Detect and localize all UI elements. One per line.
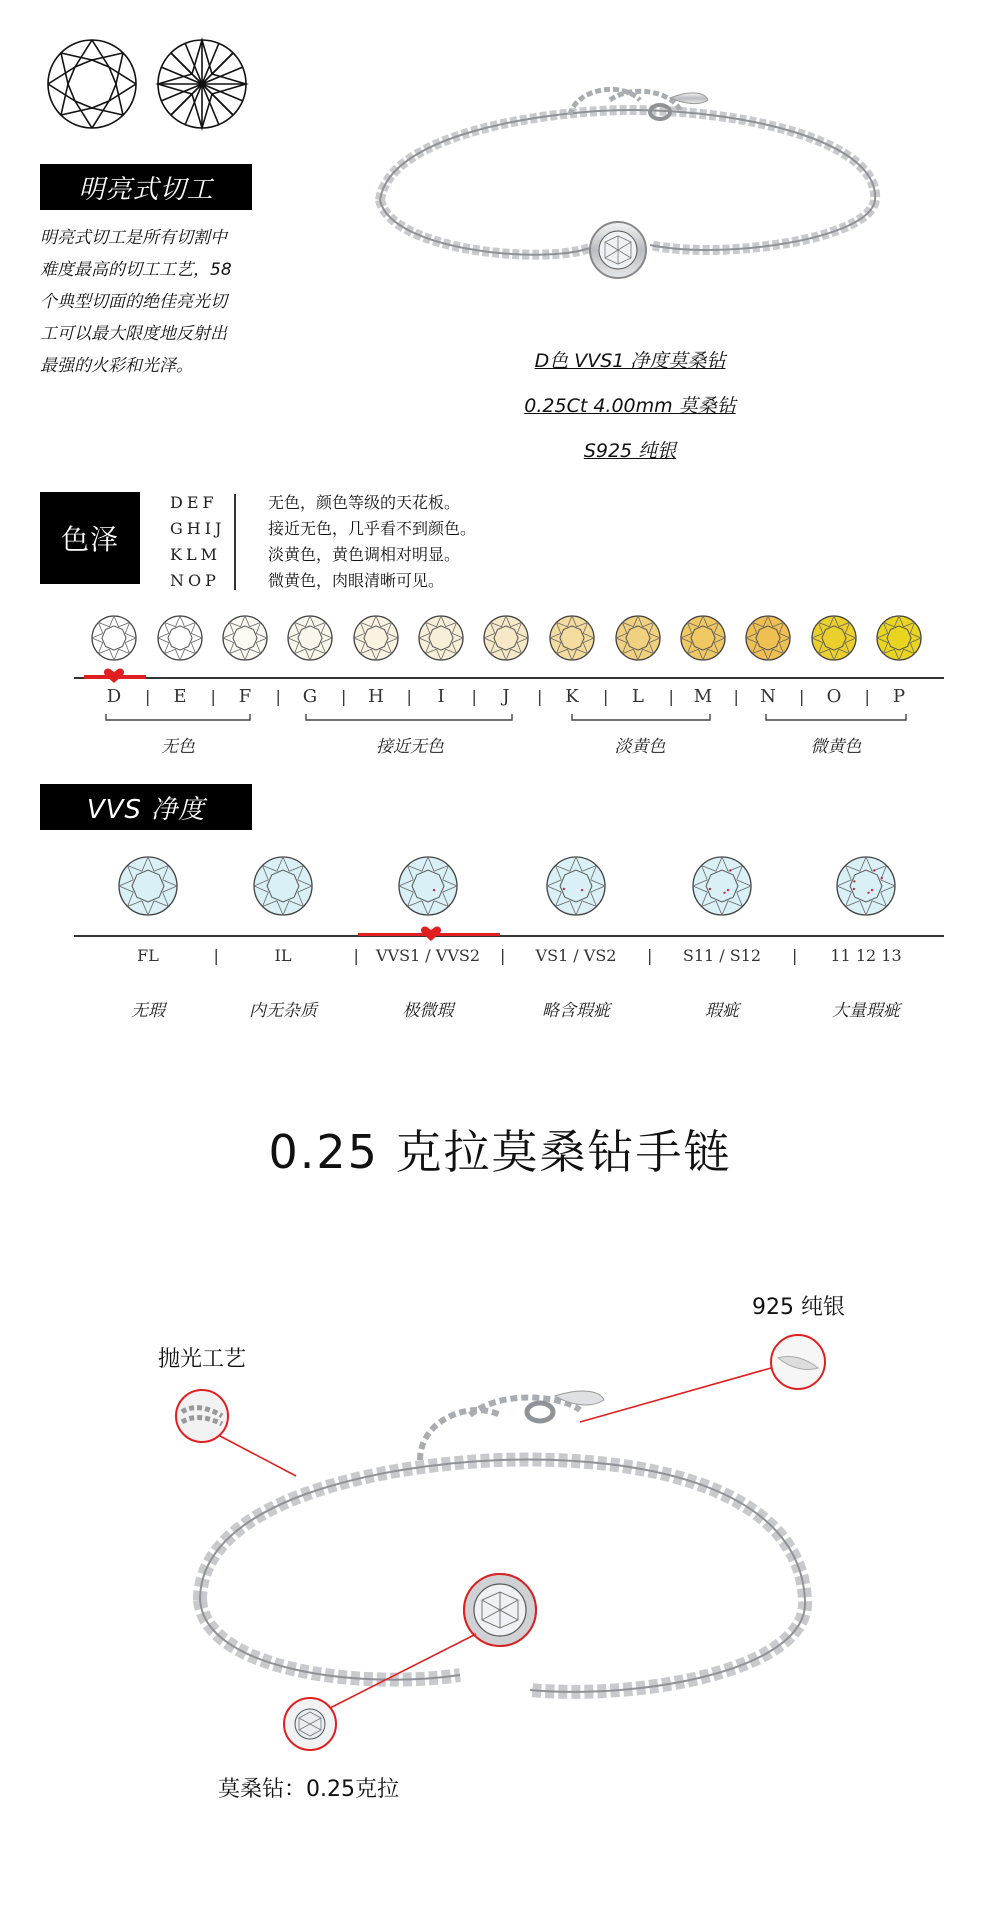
crown-view-icon [48,40,136,128]
clarity-grade: VS1 / VS2 [535,946,617,965]
color-codes [170,490,225,594]
grade-separator: | [145,687,151,706]
callout-silver: 925 纯银 [752,1295,845,1320]
color-gem-n [746,616,790,660]
color-grade-o: O [826,686,842,707]
color-divider [234,494,236,590]
cut-label: 明亮式切工 [40,164,252,210]
color-grade-i: I [437,686,445,707]
clarity-separator: | [647,946,653,965]
color-description: 淡黄色，黄色调相对明显。 [268,545,461,564]
clarity-name: 无瑕 [131,1001,165,1021]
clarity-gem-5 [837,857,895,915]
color-description: 微黄色，肉眼清晰可见。 [268,571,445,590]
color-gem-scale [0,610,1000,680]
cut-description-line: 最强的火彩和光泽。 [40,356,193,376]
color-group-faint-yellow: 淡黄色 [614,737,666,757]
grade-separator: | [341,687,347,706]
spec-list [480,346,780,463]
color-grade-g: G [302,686,318,707]
color-gem-o [812,616,856,660]
clarity-grade: VVS1 / VVS2 [375,946,481,965]
grade-separator: | [733,687,739,706]
color-group-brackets [0,712,1000,728]
clarity-gem-4 [693,857,751,915]
color-gem-d [92,616,136,660]
clarity-gem-2 [399,857,457,915]
clarity-grade: FL [137,946,159,965]
grade-separator: | [668,687,674,706]
callout-stone: 莫桑钻：0.25克拉 [218,1777,399,1802]
color-gem-k [550,616,594,660]
grade-separator: | [864,687,870,706]
color-group-colorless: 无色 [161,737,195,757]
product-title: 0.25 克拉莫桑钻手链 [268,1125,732,1179]
clarity-gem-1 [254,857,312,915]
color-grade-e: E [173,686,187,707]
color-gem-g [288,616,332,660]
cut-description-line: 明亮式切工是所有切割中 [40,228,227,248]
color-label: 色泽 [40,492,140,584]
spec-size: 0.25Ct 4.00mm 莫桑钻 [524,395,736,417]
grade-separator: | [275,687,281,706]
grade-separator: | [799,687,805,706]
color-grade-k: K [565,686,579,707]
clarity-separator: | [792,946,798,965]
color-grade-row [0,686,1000,710]
clarity-grade-row [0,946,1000,970]
clarity-grade: IL [274,946,292,965]
color-description: 无色，颜色等级的天花板。 [268,493,461,512]
clarity-name: 大量瑕疵 [832,1001,900,1021]
grade-separator: | [210,687,216,706]
color-gem-e [158,616,202,660]
spec-metal: S925 纯银 [583,440,677,462]
color-grade-p: P [892,686,906,707]
clarity-separator: | [353,946,359,965]
clarity-name: 极微瑕 [402,1001,454,1021]
spec-stone: D色 VVS1 净度莫桑钻 [534,350,726,372]
brilliant-cut-diagrams [44,36,268,132]
color-group-light-yellow: 微黄色 [810,737,862,757]
clarity-gem-3 [547,857,605,915]
color-gem-i [419,616,463,660]
clarity-name: 略含瑕疵 [542,1001,610,1021]
bracelet-detail-image [0,1300,1000,1820]
color-grade-d: D [106,686,122,707]
color-code: NOP [170,571,220,590]
pavilion-view-icon [158,40,246,128]
cut-description-line: 工可以最大限度地反射出 [40,324,227,344]
clarity-scale-line [74,935,944,937]
grade-separator: | [471,687,477,706]
clarity-gem-0 [119,857,177,915]
selected-grade-heart-icon [103,668,125,684]
grade-separator: | [603,687,609,706]
color-grade-h: H [368,686,384,707]
bracelet-image [360,70,900,310]
color-gem-h [354,616,398,660]
clarity-gem-scale [0,852,1000,924]
color-grade-n: N [760,686,776,707]
callout-polish: 抛光工艺 [158,1347,247,1372]
clarity-separator: | [500,946,506,965]
grade-separator: | [406,687,412,706]
selected-clarity-heart-icon [420,926,442,942]
color-grade-j: J [502,686,510,707]
color-code: KLM [170,545,221,564]
color-grade-l: L [632,686,644,707]
color-gem-p [877,616,921,660]
color-gem-j [484,616,528,660]
color-code: GHIJ [170,519,226,538]
color-scale-line [74,677,944,679]
cut-description-line: 难度最高的切工工艺，58 [40,260,232,280]
clarity-name: 内无杂质 [249,1001,317,1021]
color-grade-f: F [238,686,252,707]
cut-description-line: 个典型切面的绝佳亮光切 [40,292,227,312]
cut-description [40,222,270,382]
clarity-label: VVS 净度 [40,784,252,830]
color-group-near-colorless: 接近无色 [376,737,444,757]
color-gem-l [616,616,660,660]
clarity-grade: 11 12 13 [830,946,902,965]
clarity-name: 瑕疵 [705,1001,739,1021]
clarity-grade: S11 / S12 [682,946,762,965]
color-descriptions [268,490,476,594]
color-gem-f [223,616,267,660]
grade-separator: | [537,687,543,706]
color-grade-m: M [693,686,713,707]
color-code: DEF [170,493,218,512]
color-gem-m [681,616,725,660]
color-description: 接近无色，几乎看不到颜色。 [268,519,477,538]
clarity-name-row [0,996,1000,1020]
clarity-separator: | [213,946,219,965]
